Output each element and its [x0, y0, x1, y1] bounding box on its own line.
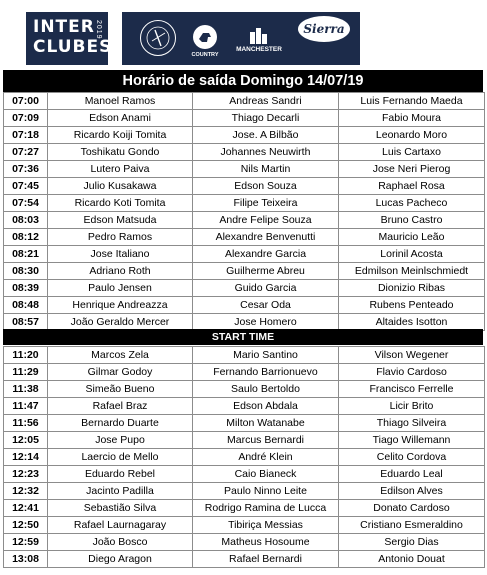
tee-time: 07:54 [4, 195, 48, 212]
tee-time: 08:48 [4, 297, 48, 314]
table-row [4, 466, 485, 483]
player-name: João Bosco [48, 534, 193, 551]
tee-time: 11:20 [4, 347, 48, 364]
player-name: Guilherme Abreu [193, 263, 339, 280]
player-name: Licir Brito [339, 398, 485, 415]
golfer-icon [141, 21, 175, 55]
player-name: Cesar Oda [193, 297, 339, 314]
player-name: Thiago Decarli [193, 110, 339, 127]
building-icon [248, 26, 270, 44]
table-row [4, 449, 485, 466]
table-row [4, 432, 485, 449]
player-name: Altaides Isotton [339, 314, 485, 331]
player-name: João Geraldo Mercer [48, 314, 193, 331]
player-name: Diego Aragon [48, 551, 193, 568]
player-name: Raphael Rosa [339, 178, 485, 195]
tee-time: 07:09 [4, 110, 48, 127]
table-row [4, 381, 485, 398]
sponsor-manchester [230, 26, 288, 53]
table-row [4, 483, 485, 500]
player-name: Manoel Ramos [48, 93, 193, 110]
player-name: Tiago Willemann [339, 432, 485, 449]
tee-time: 11:38 [4, 381, 48, 398]
player-name: Paulo Ninno Leite [193, 483, 339, 500]
tee-time: 08:30 [4, 263, 48, 280]
table-row [4, 364, 485, 381]
tee-time: 11:29 [4, 364, 48, 381]
player-name: Andreas Sandri [193, 93, 339, 110]
table-row [4, 212, 485, 229]
table-row [4, 415, 485, 432]
player-name: Alexandre Garcia [193, 246, 339, 263]
player-name: Eduardo Leal [339, 466, 485, 483]
player-name: Mauricio Leão [339, 229, 485, 246]
player-name: Jose Italiano [48, 246, 193, 263]
tee-time: 08:39 [4, 280, 48, 297]
player-name: Toshikatu Gondo [48, 144, 193, 161]
player-name: Rafael Bernardi [193, 551, 339, 568]
player-name: Pedro Ramos [48, 229, 193, 246]
player-name: Henrique Andreazza [48, 297, 193, 314]
player-name: Guido Garcia [193, 280, 339, 297]
table-row [4, 178, 485, 195]
table-row [4, 195, 485, 212]
table-row [4, 246, 485, 263]
table-row [4, 93, 485, 110]
interclubes-logo [26, 12, 113, 65]
tee-time: 11:56 [4, 415, 48, 432]
player-name: André Klein [193, 449, 339, 466]
table-row [4, 500, 485, 517]
tee-times-table-late [3, 346, 485, 568]
tee-time: 12:41 [4, 500, 48, 517]
player-name: Caio Bianeck [193, 466, 339, 483]
tee-time: 07:18 [4, 127, 48, 144]
tee-time: 07:27 [4, 144, 48, 161]
player-name: Rafael Braz [48, 398, 193, 415]
player-name: Edson Souza [193, 178, 339, 195]
player-name: Gilmar Godoy [48, 364, 193, 381]
player-name: Fabio Moura [339, 110, 485, 127]
tee-time: 12:50 [4, 517, 48, 534]
tee-time: 08:57 [4, 314, 48, 331]
player-name: Luis Fernando Maeda [339, 93, 485, 110]
player-name: Lorinil Acosta [339, 246, 485, 263]
player-name: Paulo Jensen [48, 280, 193, 297]
player-name: Filipe Teixeira [193, 195, 339, 212]
tee-time: 08:03 [4, 212, 48, 229]
table-row [4, 398, 485, 415]
player-name: Adriano Roth [48, 263, 193, 280]
player-name: Jose Pupo [48, 432, 193, 449]
player-name: Bruno Castro [339, 212, 485, 229]
player-name: Edson Matsuda [48, 212, 193, 229]
player-name: Milton Watanabe [193, 415, 339, 432]
player-name: Fernando Barrionuevo [193, 364, 339, 381]
player-name: Saulo Bertoldo [193, 381, 339, 398]
player-name: Johannes Neuwirth [193, 144, 339, 161]
table-row [4, 314, 485, 331]
player-name: Edson Abdala [193, 398, 339, 415]
banner [0, 0, 487, 70]
player-name: Alexandre Benvenutti [193, 229, 339, 246]
player-name: Ricardo Koiji Tomita [48, 127, 193, 144]
player-name: Bernardo Duarte [48, 415, 193, 432]
table-row [4, 517, 485, 534]
tee-time: 12:23 [4, 466, 48, 483]
player-name: Vilson Wegener [339, 347, 485, 364]
table-row [4, 229, 485, 246]
player-name: Celito Cordova [339, 449, 485, 466]
tee-time: 07:45 [4, 178, 48, 195]
player-name: Edilson Alves [339, 483, 485, 500]
table-row [4, 161, 485, 178]
player-name: Flavio Cardoso [339, 364, 485, 381]
player-name: Julio Kusakawa [48, 178, 193, 195]
player-name: Dionizio Ribas [339, 280, 485, 297]
table-row [4, 280, 485, 297]
country-horse-icon [192, 24, 218, 50]
player-name: Tibiriça Messias [193, 517, 339, 534]
player-name: Mario Santino [193, 347, 339, 364]
player-name: Marcus Bernardi [193, 432, 339, 449]
tee-time: 07:36 [4, 161, 48, 178]
section-header-start-time: START TIME [3, 329, 483, 345]
sponsor-sierra-label: Sierra [303, 22, 345, 36]
table-row [4, 534, 485, 551]
player-name: Eduardo Rebel [48, 466, 193, 483]
club-seal-icon [140, 20, 176, 56]
player-name: Sergio Dias [339, 534, 485, 551]
player-name: Luis Cartaxo [339, 144, 485, 161]
tee-time: 12:05 [4, 432, 48, 449]
tee-time: 07:00 [4, 93, 48, 110]
player-name: Ricardo Koti Tomita [48, 195, 193, 212]
player-name: Andre Felipe Souza [193, 212, 339, 229]
player-name: Marcos Zela [48, 347, 193, 364]
player-name: Antonio Douat [339, 551, 485, 568]
tee-times-table-morning [3, 92, 485, 331]
sponsor-sierra [298, 16, 350, 42]
logo-year: 2019 [95, 20, 102, 40]
tee-time: 08:21 [4, 246, 48, 263]
player-name: Rodrigo Ramina de Lucca [193, 500, 339, 517]
table-row [4, 551, 485, 568]
player-name: Nils Martin [193, 161, 339, 178]
player-name: Lutero Paiva [48, 161, 193, 178]
player-name: Cristiano Esmeraldino [339, 517, 485, 534]
player-name: Matheus Hosoume [193, 534, 339, 551]
player-name: Thiago Silveira [339, 415, 485, 432]
tee-time: 11:47 [4, 398, 48, 415]
player-name: Laercio de Mello [48, 449, 193, 466]
logo-line-2: CLUBES [33, 37, 113, 57]
table-row [4, 110, 485, 127]
player-name: Rubens Penteado [339, 297, 485, 314]
table-row [4, 127, 485, 144]
tee-time: 08:12 [4, 229, 48, 246]
player-name: Lucas Pacheco [339, 195, 485, 212]
player-name: Donato Cardoso [339, 500, 485, 517]
tee-time: 12:14 [4, 449, 48, 466]
table-row [4, 297, 485, 314]
sponsor-manchester-label: MANCHESTER [236, 46, 282, 53]
page-title: Horário de saída Domingo 14/07/19 [3, 70, 483, 92]
table-row [4, 347, 485, 364]
sponsor-country [188, 24, 222, 58]
tee-time: 13:08 [4, 551, 48, 568]
player-name: Francisco Ferrelle [339, 381, 485, 398]
player-name: Jose Neri Pierog [339, 161, 485, 178]
table-row [4, 144, 485, 161]
player-name: Jose Homero [193, 314, 339, 331]
player-name: Leonardo Moro [339, 127, 485, 144]
sponsor-strip [122, 12, 360, 65]
player-name: Sebastião Silva [48, 500, 193, 517]
player-name: Jacinto Padilla [48, 483, 193, 500]
tee-time: 12:32 [4, 483, 48, 500]
player-name: Jose. A Bilbão [193, 127, 339, 144]
logo-line-1: INTER [33, 17, 95, 37]
player-name: Edmilson Meinlschmiedt [339, 263, 485, 280]
player-name: Rafael Laurnagaray [48, 517, 193, 534]
player-name: Simeão Bueno [48, 381, 193, 398]
tee-time: 12:59 [4, 534, 48, 551]
sponsor-country-label: COUNTRY [191, 52, 219, 58]
player-name: Edson Anami [48, 110, 193, 127]
table-row [4, 263, 485, 280]
